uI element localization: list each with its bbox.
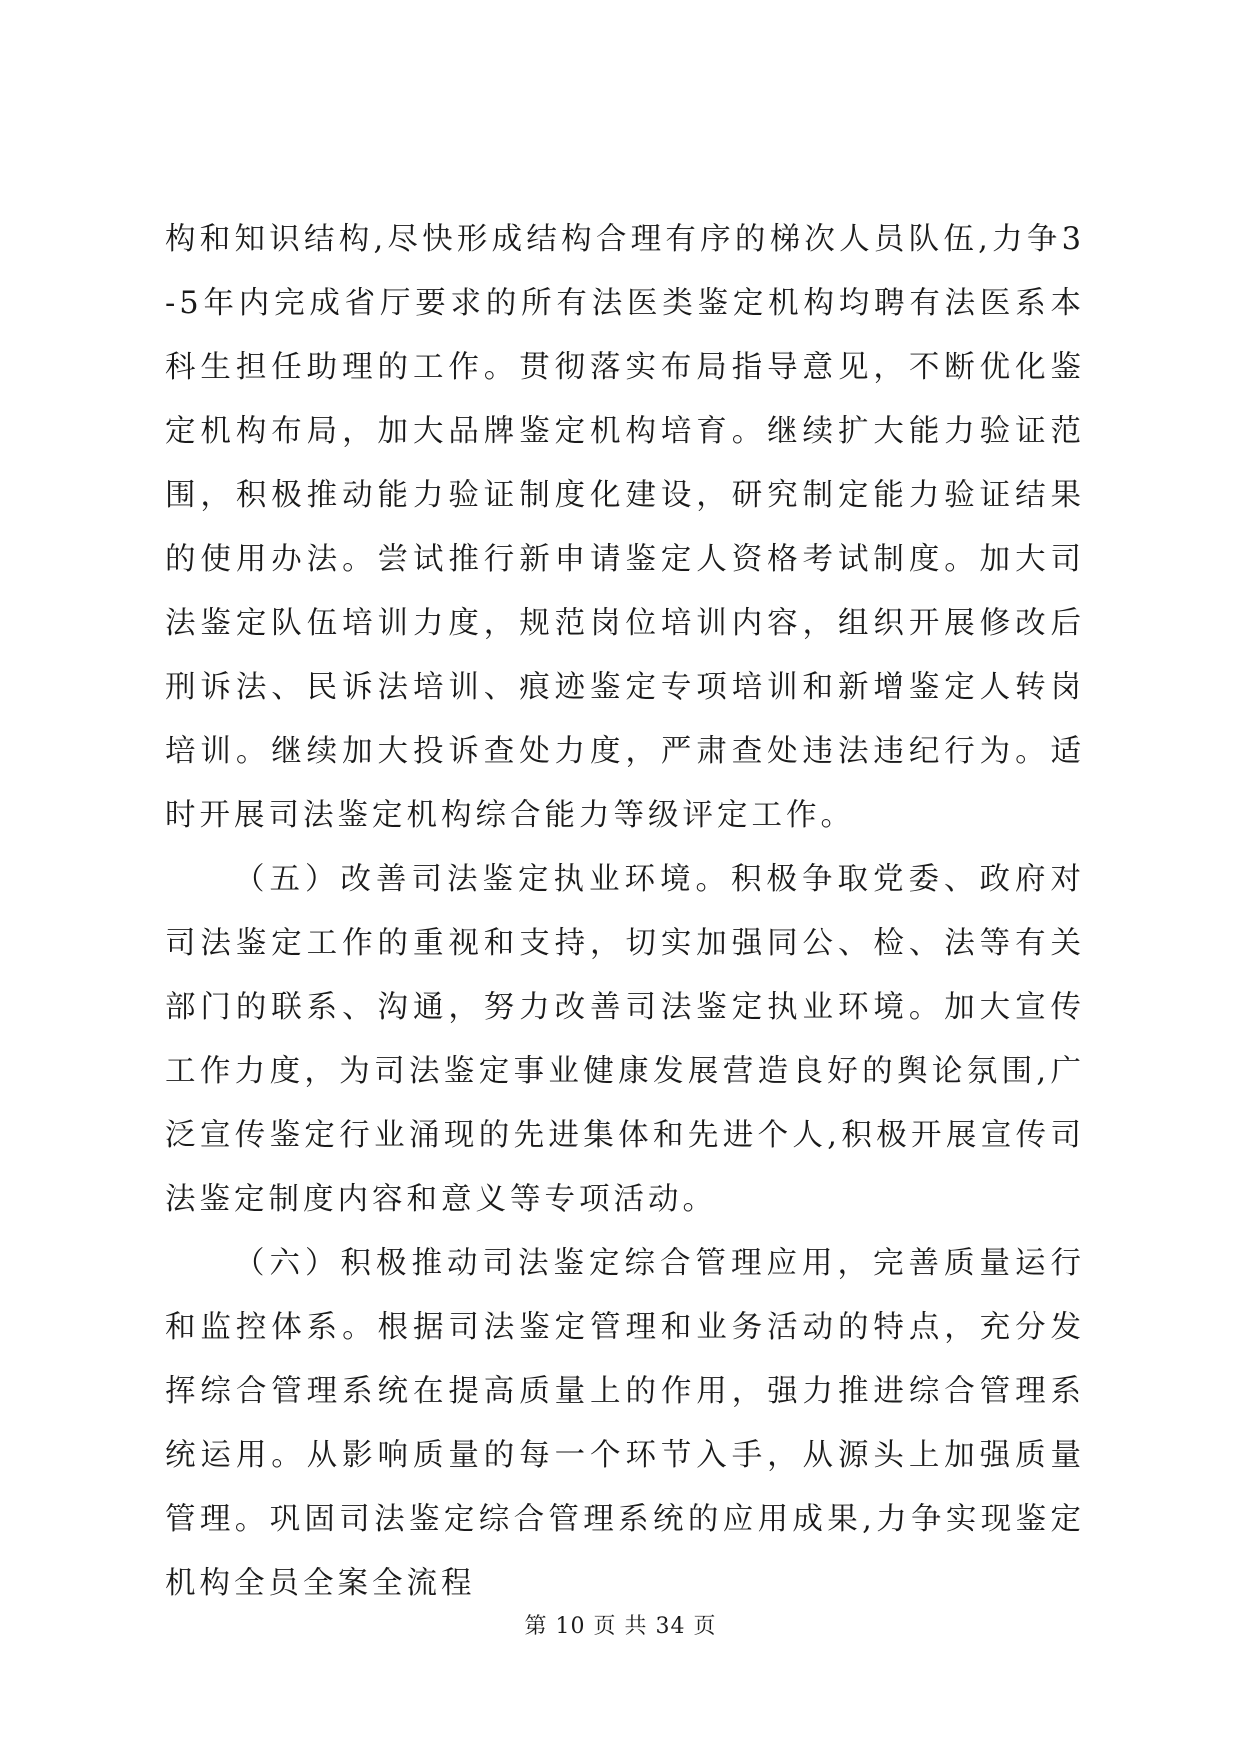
page-number-footer: 第 10 页 共 34 页	[524, 1614, 717, 1639]
document-body	[165, 208, 1085, 1616]
paragraph-1: 构和知识结构,尽快形成结构合理有序的梯次人员队伍,力争3-5年内完成省厅要求的所有法医类鉴定机构均聘有法医系本科生担任助理的工作。贯彻落实布局指导意见，不断优化鉴定机构布局，加大品牌鉴定机构培育。继续扩大能力验证范围，积极推动能力验证制度化建设，研究制定能力验证结果的使用办法。尝试推行新申请鉴定人资格考试制度。加大司法鉴定队伍培训力度，规范岗位培训内容，组织开展修改后刑诉法、民诉法培训、痕迹鉴定专项培训和新增鉴定人转岗培训。继续加大投诉查处力度，严肃查处违法违纪行为。适时开展司法鉴定机构综合能力等级评定工作。	[165, 222, 1085, 833]
paragraph-2: （五）改善司法鉴定执业环境。积极争取党委、政府对司法鉴定工作的重视和支持，切实加强同公、检、法等有关部门的联系、沟通，努力改善司法鉴定执业环境。加大宣传工作力度，为司法鉴定事业健康发展营造良好的舆论氛围,广泛宣传鉴定行业涌现的先进集体和先进个人,积极开展宣传司法鉴定制度内容和意义等专项活动。	[165, 862, 1085, 1217]
paragraph-3: （六）积极推动司法鉴定综合管理应用，完善质量运行和监控体系。根据司法鉴定管理和业务活动的特点，充分发挥综合管理系统在提高质量上的作用，强力推进综合管理系统运用。从影响质量的每一个环节入手，从源头上加强质量管理。巩固司法鉴定综合管理系统的应用成果,力争实现鉴定机构全员全案全流程	[165, 1246, 1085, 1601]
